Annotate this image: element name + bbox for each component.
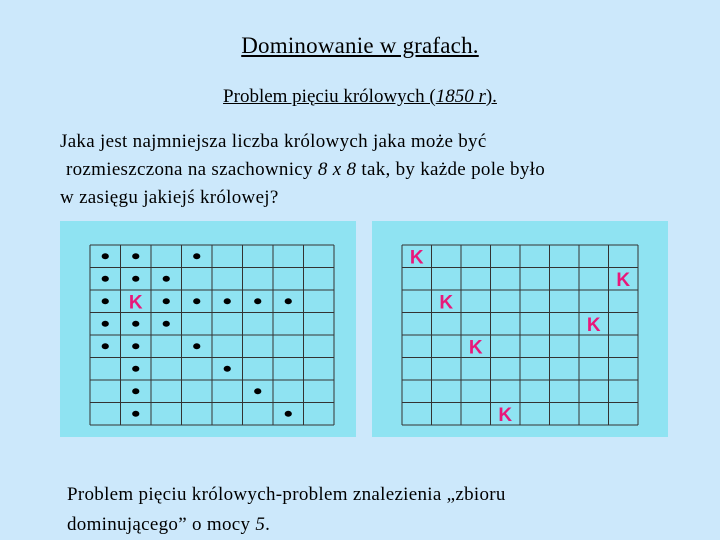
conclusion-line-1: Problem pięciu królowych-problem znalezienia „zbioru bbox=[67, 484, 506, 505]
queen-mark: K bbox=[128, 292, 143, 314]
queen-mark: K bbox=[409, 247, 424, 269]
dominated-square-dot bbox=[132, 366, 139, 372]
dominated-square-dot bbox=[193, 298, 200, 304]
question-line-1: Jaka jest najmniejsza liczba królowych jaka może być bbox=[60, 131, 487, 152]
question-line-2 bbox=[60, 156, 700, 184]
right-board-panel bbox=[372, 221, 668, 437]
domination-number: 5 bbox=[255, 514, 266, 535]
question-line-2-end: tak, by każde pole było bbox=[356, 159, 546, 180]
dominated-square-dot bbox=[132, 253, 139, 259]
dominated-square-dot bbox=[102, 276, 109, 282]
left-board-panel bbox=[60, 221, 356, 437]
question-line-2-start: rozmieszczona na szachownicy bbox=[66, 159, 318, 180]
conclusion-text bbox=[67, 480, 707, 540]
dominated-square-dot bbox=[224, 298, 231, 304]
dominated-square-dot bbox=[132, 276, 139, 282]
dominated-square-dot bbox=[102, 343, 109, 349]
dominated-square-dot bbox=[132, 388, 139, 394]
subtitle-year: 1850 r bbox=[435, 86, 486, 107]
dominated-square-dot bbox=[102, 298, 109, 304]
dominated-square-dot bbox=[102, 253, 109, 259]
slide-title: Dominowanie w grafach. bbox=[241, 33, 479, 58]
question-text bbox=[60, 128, 700, 212]
dominated-square-dot bbox=[163, 321, 170, 327]
conclusion-line-2-end: . bbox=[265, 514, 271, 535]
slide-subtitle bbox=[0, 86, 720, 108]
queen-mark: K bbox=[468, 337, 483, 359]
dominated-square-dot bbox=[132, 343, 139, 349]
conclusion-line-2 bbox=[67, 510, 707, 540]
subtitle-end: ). bbox=[485, 86, 497, 107]
queen-mark: K bbox=[586, 314, 601, 336]
dominated-square-dot bbox=[285, 298, 292, 304]
dominated-square-dot bbox=[254, 388, 261, 394]
dominated-square-dot bbox=[163, 276, 170, 282]
conclusion-line-2-start: dominującego” o mocy bbox=[67, 514, 256, 535]
dominated-square-dot bbox=[254, 298, 261, 304]
dominated-square-dot bbox=[224, 366, 231, 372]
left-chessboard bbox=[60, 221, 356, 437]
board-size-text: 8 x 8 bbox=[317, 159, 357, 180]
right-chessboard bbox=[372, 221, 668, 437]
queen-mark: K bbox=[616, 269, 631, 291]
subtitle-main: Problem pięciu królowych ( bbox=[223, 86, 436, 107]
dominated-square-dot bbox=[163, 298, 170, 304]
dominated-square-dot bbox=[132, 321, 139, 327]
dominated-square-dot bbox=[102, 321, 109, 327]
queen-mark: K bbox=[439, 292, 454, 314]
dominated-square-dot bbox=[193, 343, 200, 349]
question-line-3: w zasięgu jakiejś królowej? bbox=[60, 187, 279, 208]
dominated-square-dot bbox=[132, 411, 139, 417]
queen-mark: K bbox=[498, 404, 513, 426]
dominated-square-dot bbox=[193, 253, 200, 259]
dominated-square-dot bbox=[285, 411, 292, 417]
